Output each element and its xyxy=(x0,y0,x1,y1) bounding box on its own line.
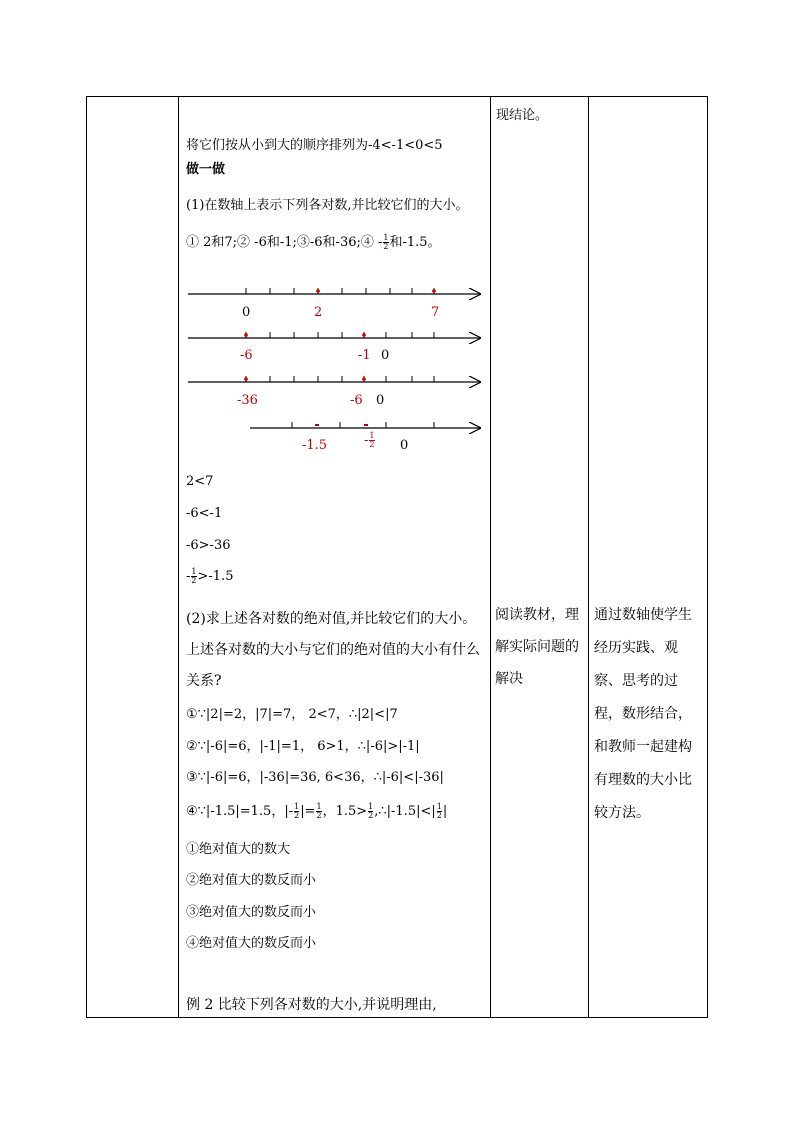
conclusion-3: ③绝对值大的数反而小 xyxy=(186,905,317,920)
sort-result: 将它们按从小到大的顺序排列为-4<-1<0<5 xyxy=(186,138,443,153)
axis2-label-neg1: -1 xyxy=(358,348,371,363)
design-intent: 通过数轴使学生经历实践、观察、思考的过程，数形结合，和教师一起建构有理数的大小比较方法。 xyxy=(594,607,692,821)
comparison-4: - $\frac{1}{2}$ >-1.5 xyxy=(186,567,234,585)
question-1: (1)在数轴上表示下列各对数,并比较它们的大小。 xyxy=(186,198,469,213)
axis3-label-neg36: -36 xyxy=(237,393,258,408)
axis1-label-2: 2 xyxy=(314,305,323,320)
axis3-label-0: 0 xyxy=(376,393,385,408)
axis1-label-7: 7 xyxy=(431,305,440,320)
student-activity-top: 现结论。 xyxy=(496,108,549,123)
example-2-title: 例 2 比较下列各对数的大小,并说明理由, xyxy=(186,997,437,1013)
conclusion-1: ①绝对值大的数大 xyxy=(186,842,291,857)
column-divider xyxy=(588,97,589,1017)
axis4-label-neg-half: - $\frac{1}{2}$ xyxy=(364,431,375,449)
comparison-3: -6>-36 xyxy=(186,538,231,553)
fraction-half: $\frac{1}{2}$ xyxy=(383,233,389,251)
abs-compare-1: ①∵|2|=2，|7|=7， 2<7，∴|2|<|7 xyxy=(186,707,398,722)
number-line-2 xyxy=(188,332,480,338)
abs-compare-4: ④∵|-1.5|=1.5，|- $\frac{1}{2}$ |= $\frac{1}{2}$ ，1.5> $\frac{1}{2}$ ,∴|-1.5|<| $\frac{1}{2}$ | xyxy=(186,802,448,820)
student-activity: 阅读教材，理解实际问题的解决 xyxy=(495,607,579,687)
abs-compare-2: ②∵|-6|=6，|-1|=1， 6>1，∴|-6|>|-1| xyxy=(186,739,420,754)
comparison-2: -6<-1 xyxy=(186,506,223,521)
number-line-4 xyxy=(250,422,480,428)
number-pairs: ① 2和7;② -6和-1;③-6和-36;④ - $\frac{1}{2}$ 和-1.5。 xyxy=(186,233,441,251)
number-line-3 xyxy=(188,376,480,382)
abs-compare-3: ③∵|-6|=6，|-36|=36, 6<36，∴|-6|<|-36| xyxy=(186,770,444,785)
conclusion-4: ④绝对值大的数反而小 xyxy=(186,936,317,951)
axis1-label-0: 0 xyxy=(242,305,251,320)
column-divider xyxy=(490,97,491,1017)
axis4-label-neg1.5: -1.5 xyxy=(302,438,328,453)
column-divider xyxy=(178,97,179,1017)
axis4-label-0: 0 xyxy=(400,438,409,453)
axis2-label-0: 0 xyxy=(381,348,390,363)
section-title: 做一做 xyxy=(186,162,226,177)
conclusion-2: ②绝对值大的数反而小 xyxy=(186,873,317,888)
axis3-label-neg6: -6 xyxy=(350,393,363,408)
axis2-label-neg6: -6 xyxy=(240,348,253,363)
question-2: (2)求上述各对数的绝对值,并比较它们的大小。上述各对数的大小与它们的绝对值的大小有什么关系? xyxy=(186,611,480,689)
comparison-1: 2<7 xyxy=(186,474,214,489)
number-line-1 xyxy=(188,288,480,294)
number-lines xyxy=(180,280,490,460)
